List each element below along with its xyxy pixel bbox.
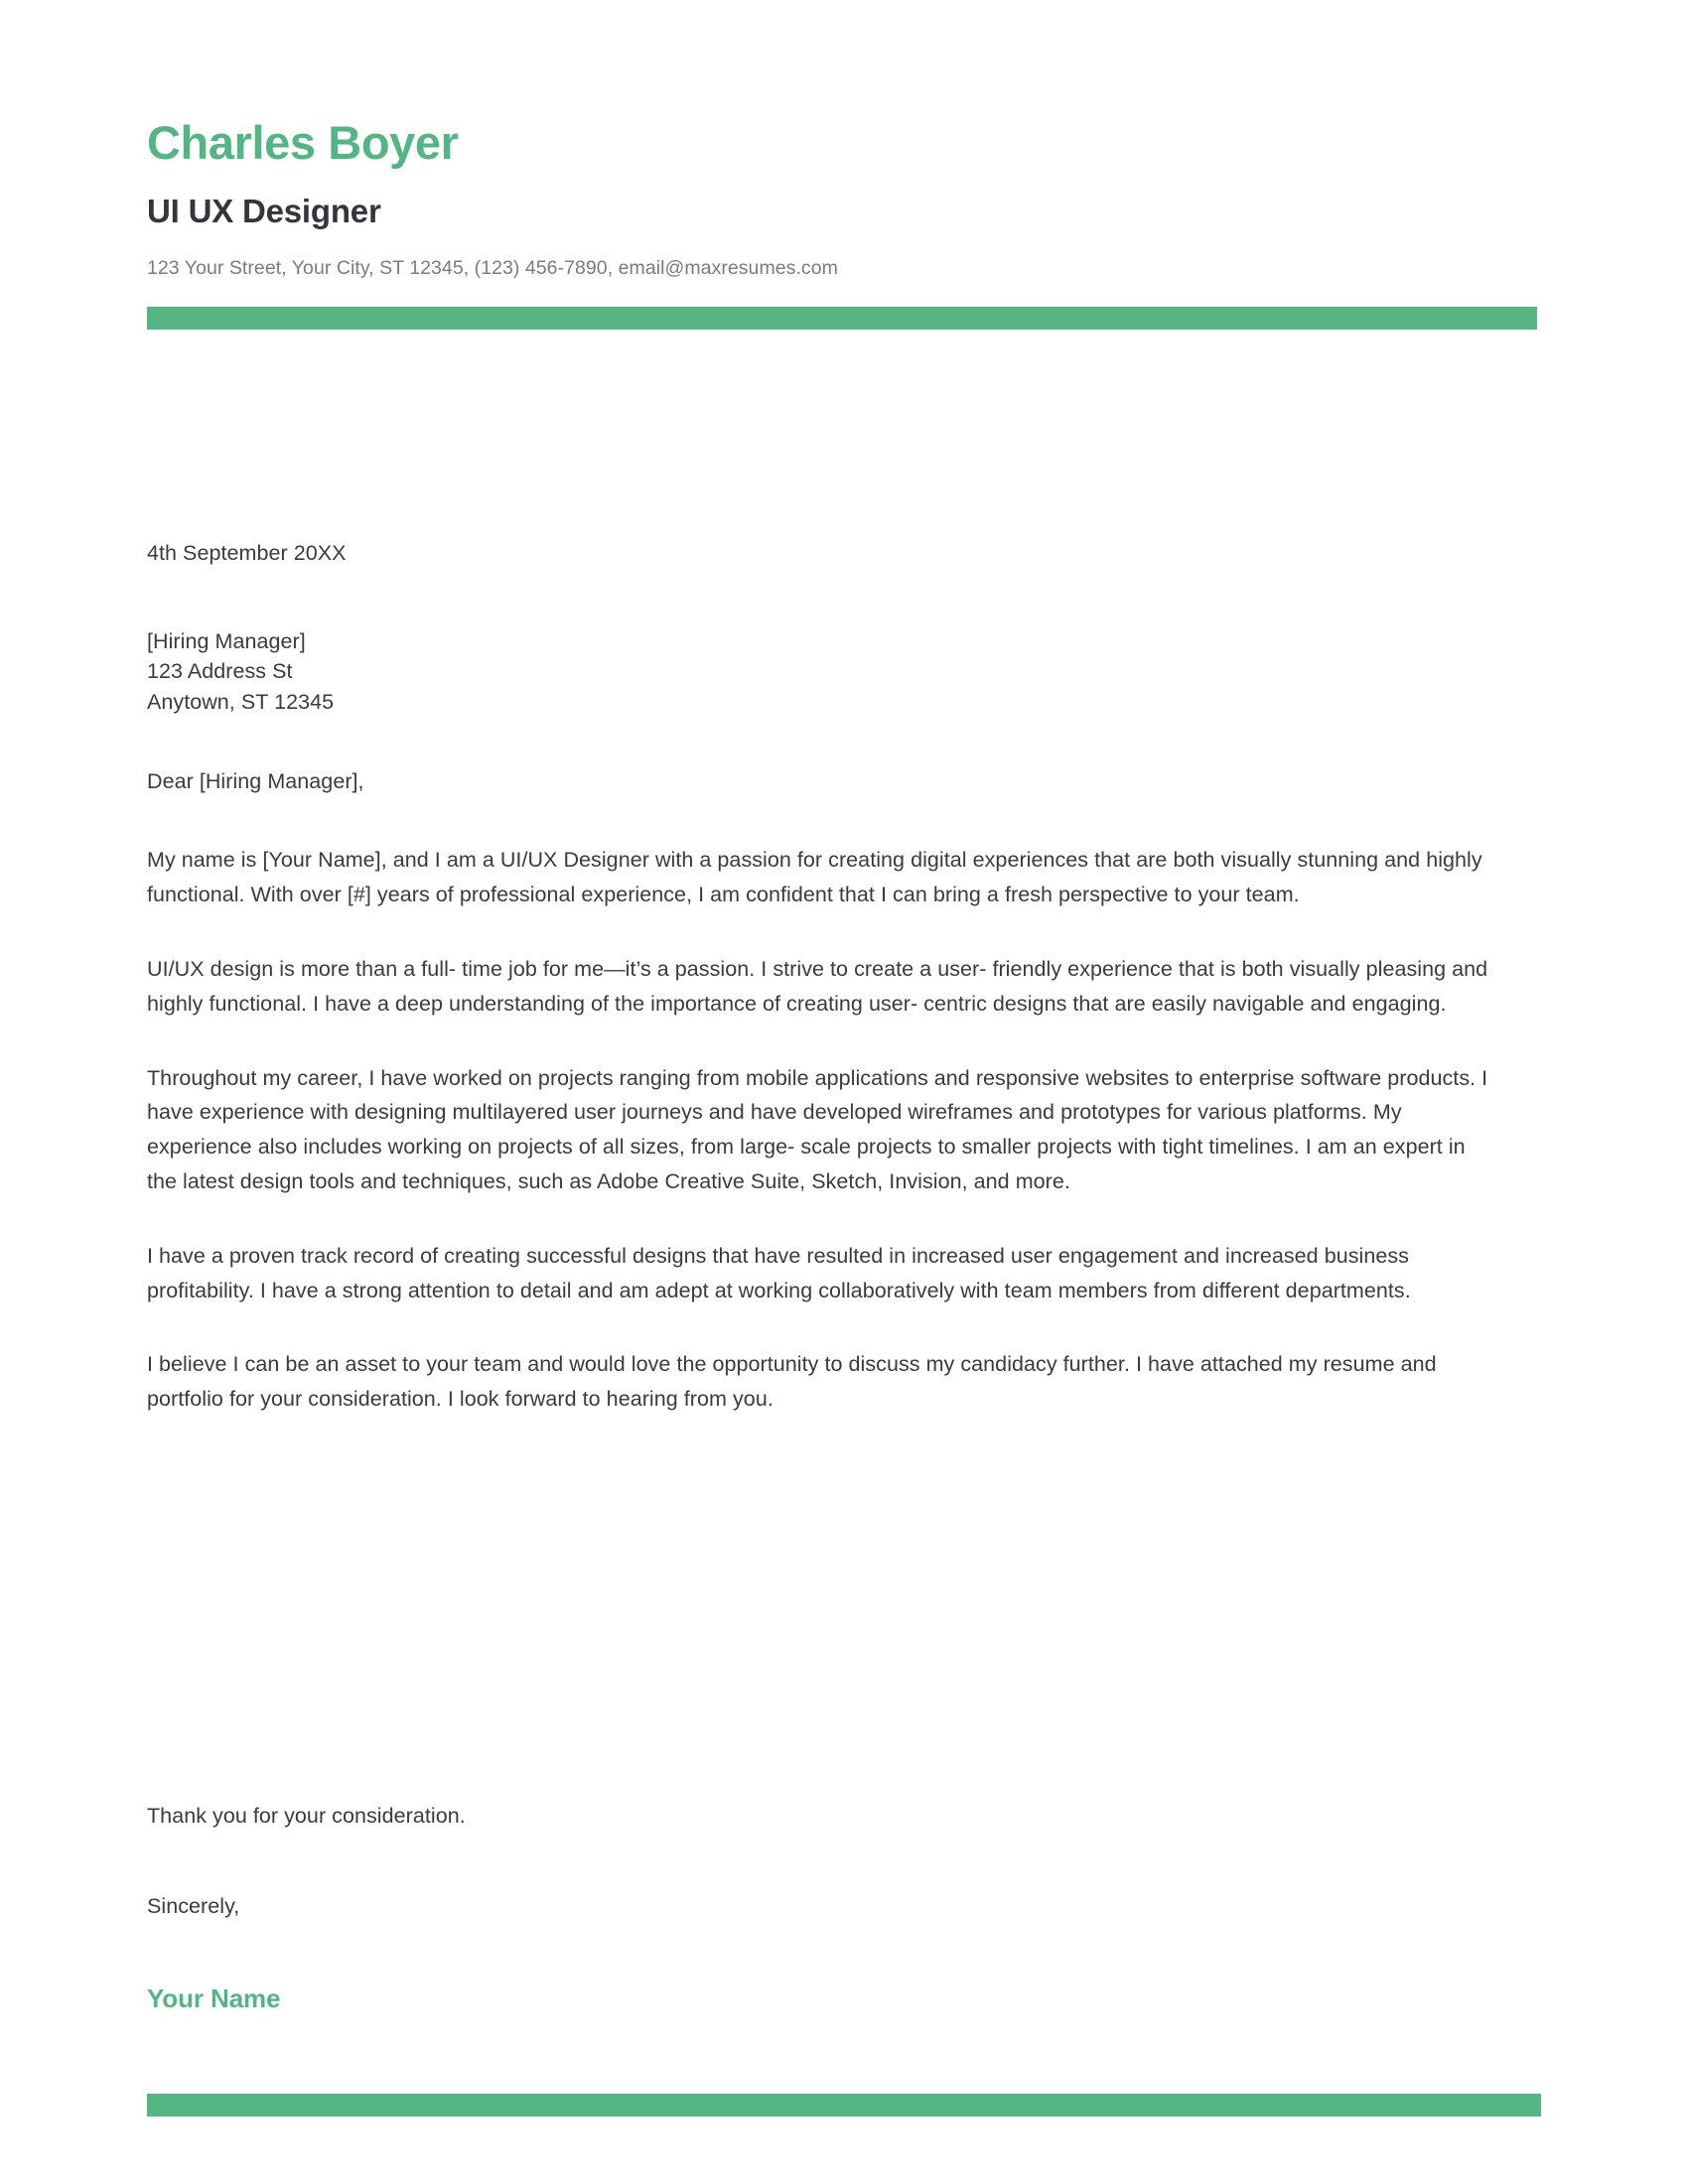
page-content-column bbox=[147, 0, 1537, 2184]
recipient-city-state-zip: Anytown, ST 12345 bbox=[147, 689, 335, 714]
letter-paragraph: Throughout my career, I have worked on projects ranging from mobile applications and responsive websites to enterprise software products. I have experience with designing multilayered user journeys and have developed wireframes and prototypes for various platforms. My experience also includes working on projects of all sizes, from large- scale projects to smaller projects with tight timelines. I am an expert in the latest design tools and techniques, such as Adobe Creative Suite, Sketch, Invision, and more. bbox=[147, 1065, 1488, 1193]
page-title: Charles Boyer bbox=[147, 116, 459, 169]
letter-body bbox=[147, 536, 1497, 1417]
letter-closing bbox=[147, 1799, 1497, 2014]
letterhead bbox=[147, 0, 1537, 330]
letter-date: 4th September 20XX bbox=[147, 541, 347, 565]
letter-paragraph: I have a proven track record of creating successful designs that have resulted in increased user engagement and increased business profitability. I have a strong attention to detail and am adept at working collaboratively with team members from different departments. bbox=[147, 1243, 1411, 1302]
job-title: UI UX Designer bbox=[147, 192, 381, 229]
recipient-name: [Hiring Manager] bbox=[147, 628, 306, 653]
letter-paragraph: UI/UX design is more than a full- time job for me—it’s a passion. I strive to create a user- friendly experience that is both visually pleasing and highly functional. I have a deep understanding of the importance of creating user- centric designs that are easily navigable and engaging. bbox=[147, 956, 1488, 1016]
signature-name: Your Name bbox=[147, 1982, 281, 2013]
recipient-street: 123 Address St bbox=[147, 659, 293, 684]
header-divider-bar bbox=[147, 307, 1537, 330]
recipient-address-block bbox=[147, 626, 1497, 718]
thank-you-line: Thank you for your consideration. bbox=[147, 1804, 466, 1828]
salutation: Dear [Hiring Manager], bbox=[147, 769, 364, 794]
sign-off-line: Sincerely, bbox=[147, 1893, 240, 1918]
contact-info: 123 Your Street, Your City, ST 12345, (123) 456-7890, email@maxresumes.com bbox=[147, 256, 838, 279]
footer-divider-bar bbox=[147, 2094, 1541, 2116]
letter-paragraph: My name is [Your Name], and I am a UI/UX Designer with a passion for creating digital experiences that are both visually stunning and highly functional. With over [#] years of professional experience, I am confident that I can bring a fresh perspective to your team. bbox=[147, 848, 1482, 907]
letter-paragraph: I believe I can be an asset to your team and would love the opportunity to discuss my candidacy further. I have attached my resume and portfolio for your consideration. I look forward to hearing from you. bbox=[147, 1352, 1437, 1412]
